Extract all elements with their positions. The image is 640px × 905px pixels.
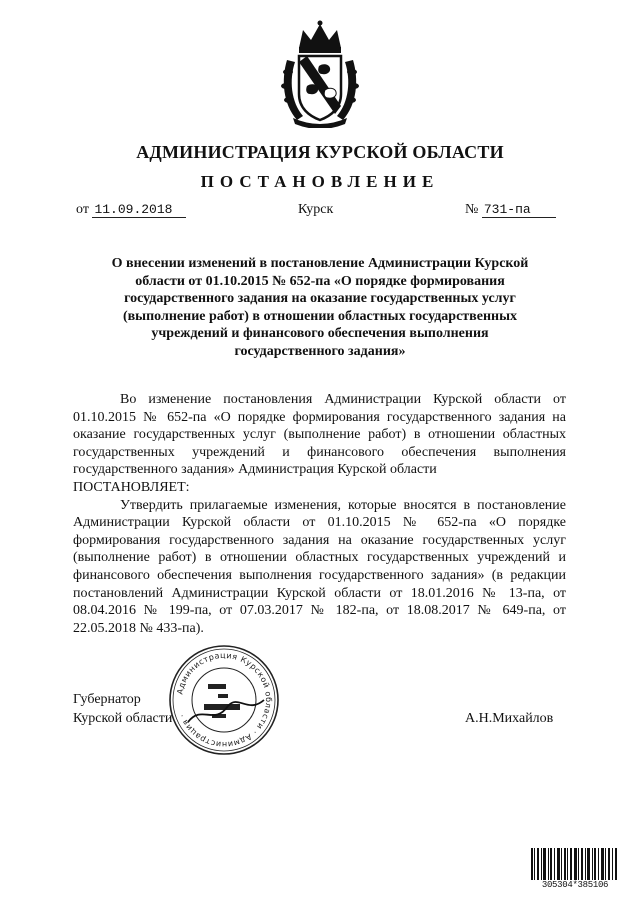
coat-of-arms-emblem — [279, 20, 361, 128]
date-block — [76, 202, 186, 218]
heading-line: государственного задания на оказание государственных услуг — [124, 291, 516, 306]
document-heading — [70, 255, 570, 360]
city: Курск — [298, 202, 334, 217]
barcode-number: 305304*385106 — [531, 880, 619, 890]
document-type-title: ПОСТАНОВЛЕНИЕ — [200, 172, 440, 191]
heading-line: области от 01.10.2015 № 652-па «О порядке формирования — [135, 273, 505, 289]
heading-line: (выполнение работ) в отношении областных государственных — [122, 308, 518, 324]
organization-title: АДМИНИСТРАЦИЯ КУРСКОЙ ОБЛАСТИ — [136, 142, 504, 162]
signatory-title — [73, 690, 172, 728]
heading-line: государственного задания» — [234, 343, 406, 359]
document-number: 731-па — [482, 202, 556, 218]
signatory-title-line2: Курской области — [73, 711, 173, 726]
date-prefix: от — [76, 202, 89, 217]
signatory-title-line1: Губернатор — [73, 692, 141, 707]
intro-paragraph: Во изменение постановления Администрации Курской области от 01.10.2015 № 652-па «О порядке формирования государственного задания на оказание государственных услуг (выполнение работ) в отношении областных государственных учреждений и финансового обеспечения выполнения государственного задания» Администрация Курской области — [73, 392, 566, 478]
resolves-word: ПОСТАНОВЛЯЕТ: — [73, 479, 190, 495]
heading-line: учреждений и финансового обеспечения выполнения — [151, 326, 489, 341]
heading-line: О внесении изменений в постановление Администрации Курской — [111, 256, 529, 271]
signatory-name: А.Н.Михайлов — [465, 711, 554, 726]
decision-paragraph: Утвердить прилагаемые изменения, которые вносятся в постановление Администрации Курской области от 01.10.2015 № 652-па «О порядке формирования государственного задания на оказание государственных услуг (выполнение работ) в отношении областных государственных учреждений и финансового обеспечения выполнения государственного задания» (в редакции постановлений Администрации Курской области от 18.01.2016 № 13-па, от 08.04.2016 № 199-па, от 07.03.2017 № 182-па, от 18.08.2017 № 649-па, от 22.05.2018 № 433-па). — [73, 497, 566, 636]
number-block — [465, 202, 556, 218]
number-prefix: № — [465, 202, 479, 217]
svg-text:Администрация Курской области: Администрация Курской области · Администрация · — [175, 650, 274, 750]
official-stamp — [168, 644, 280, 756]
document-body — [73, 391, 566, 637]
document-date: 11.09.2018 — [92, 202, 186, 218]
